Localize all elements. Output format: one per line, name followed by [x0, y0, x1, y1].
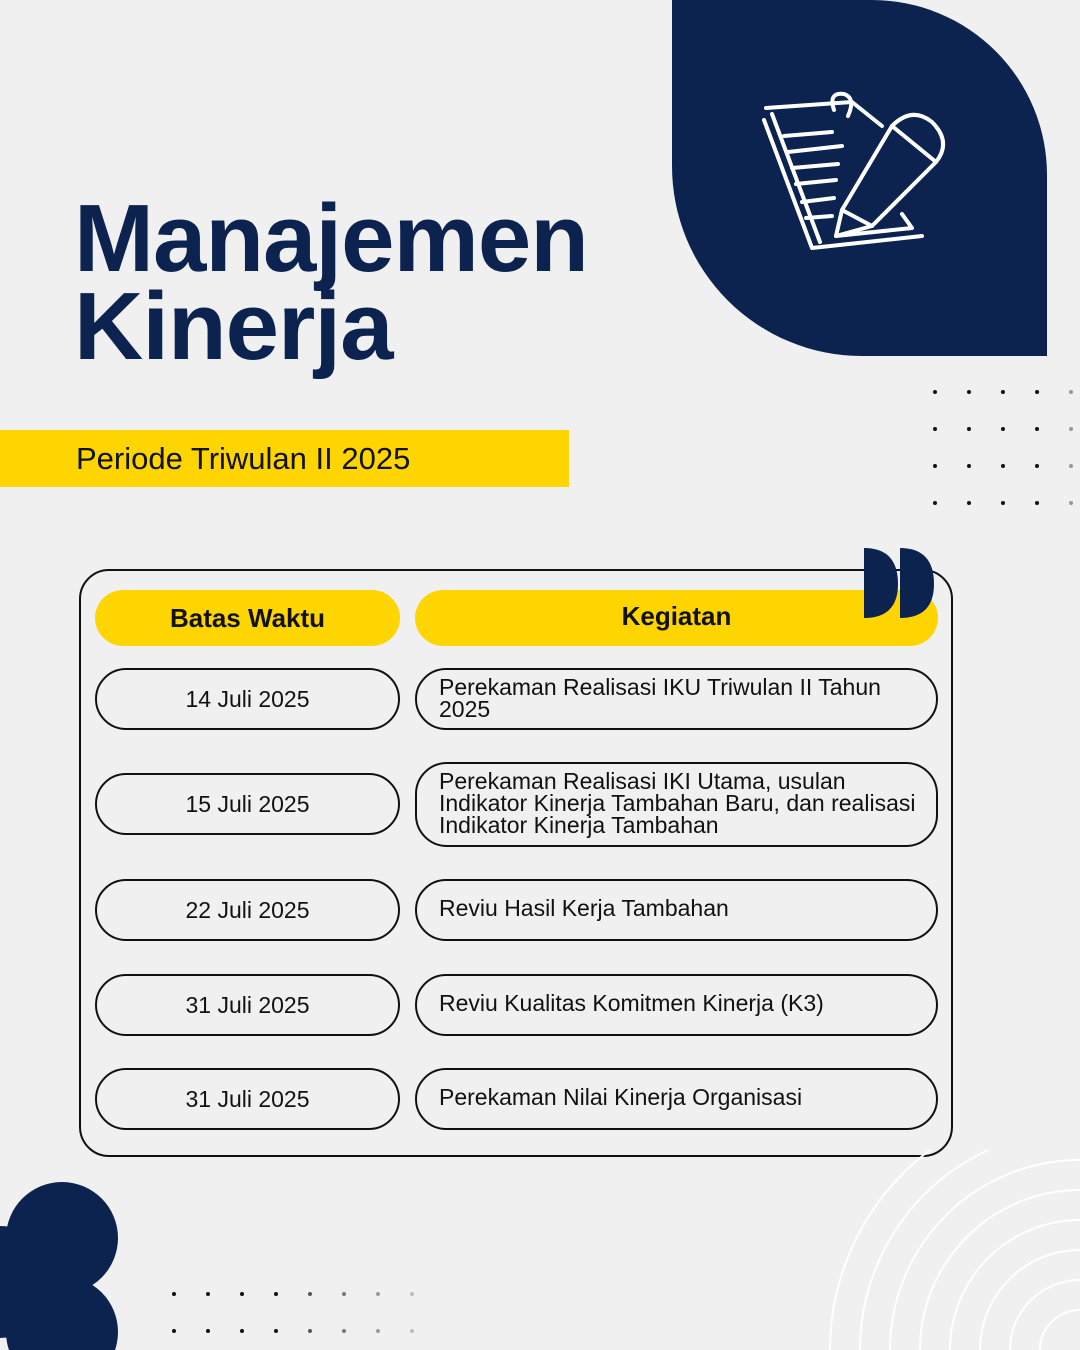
activity-text: Reviu Hasil Kerja Tambahan — [439, 895, 729, 921]
activity-text: Reviu Kualitas Komitmen Kinerja (K3) — [439, 990, 824, 1016]
activity-cell — [415, 1068, 938, 1130]
deadline-cell: 31 Juli 2025 — [95, 974, 400, 1036]
period-banner — [0, 430, 569, 487]
document-pencil-icon — [752, 86, 972, 266]
activity-text: Perekaman Nilai Kinerja Organisasi — [439, 1084, 803, 1110]
deadline-cell: 15 Juli 2025 — [95, 773, 400, 835]
title-line-1: Manajemen — [74, 185, 588, 292]
period-label: Periode Triwulan II 2025 — [76, 441, 411, 476]
header-deadline: Batas Waktu — [95, 590, 400, 646]
activity-cell — [415, 879, 938, 941]
activity-text: Perekaman Realisasi IKU Triwulan II Tahun 2025 — [439, 674, 881, 722]
deadline-cell: 31 Juli 2025 — [95, 1068, 400, 1130]
deadline-cell: 22 Juli 2025 — [95, 879, 400, 941]
header-activity: Kegiatan — [415, 590, 938, 646]
deadline-cell: 14 Juli 2025 — [95, 668, 400, 730]
activity-cell — [415, 974, 938, 1036]
page-title — [74, 185, 588, 380]
dot-pattern-right — [933, 390, 1073, 505]
quote-mark-icon — [862, 548, 936, 620]
title-line-2: Kinerja — [74, 273, 393, 380]
concentric-arcs-decoration — [800, 1150, 1080, 1350]
navy-flower-shape — [0, 1182, 120, 1350]
dot-pattern-bottom — [172, 1292, 414, 1333]
activity-cell — [415, 762, 938, 847]
activity-text: Perekaman Realisasi IKI Utama, usulan Indikator Kinerja Tambahan Baru, dan realisasi Indikator Kinerja Tambahan — [439, 768, 916, 838]
activity-cell — [415, 668, 938, 730]
